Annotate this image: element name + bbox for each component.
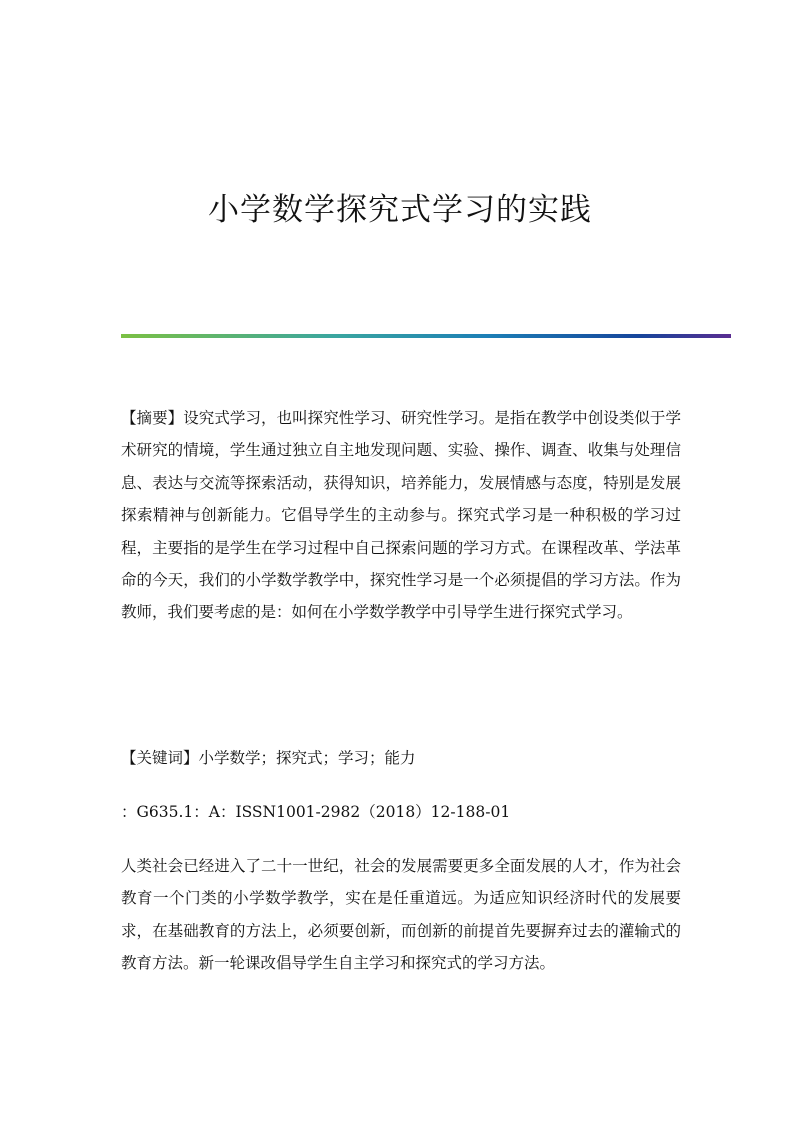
keywords-line: 【关键词】小学数学；探究式；学习；能力 bbox=[121, 749, 416, 767]
title-divider bbox=[121, 334, 731, 338]
abstract-paragraph: 【摘要】设究式学习，也叫探究性学习、研究性学习。是指在教学中创设类似于学术研究的情境，学生通过独立自主地发现问题、实验、操作、调查、收集与处理信息、表达与交流等探索活动，获得知识，培养能力，发展情感与态度，特别是发展探索精神与创新能力。它倡导学生的主动参与。探究式学习是一种积极的学习过程，主要指的是学生在学习过程中自己探索问题的学习方式。在课程改革、学法革命的今天，我们的小学数学教学中，探究性学习是一个必须提倡的学习方法。作为教师，我们要考虑的是：如何在小学数学教学中引导学生进行探究式学习。 bbox=[121, 409, 681, 622]
classification-line: ：G635.1：A：ISSN1001-2982（2018）12-188-01 bbox=[121, 803, 511, 821]
document-title: 小学数学探究式学习的实践 bbox=[208, 192, 592, 228]
body-paragraph: 人类社会已经进入了二十一世纪，社会的发展需要更多全面发展的人才，作为社会教育一个门类的小学数学教学，实在是任重道远。为适应知识经济时代的发展要求，在基础教育的方法上，必须要创新，而创新的前提首先要摒弃过去的灌输式的教育方法。新一轮课改倡导学生自主学习和探究式的学习方法。 bbox=[121, 857, 681, 973]
